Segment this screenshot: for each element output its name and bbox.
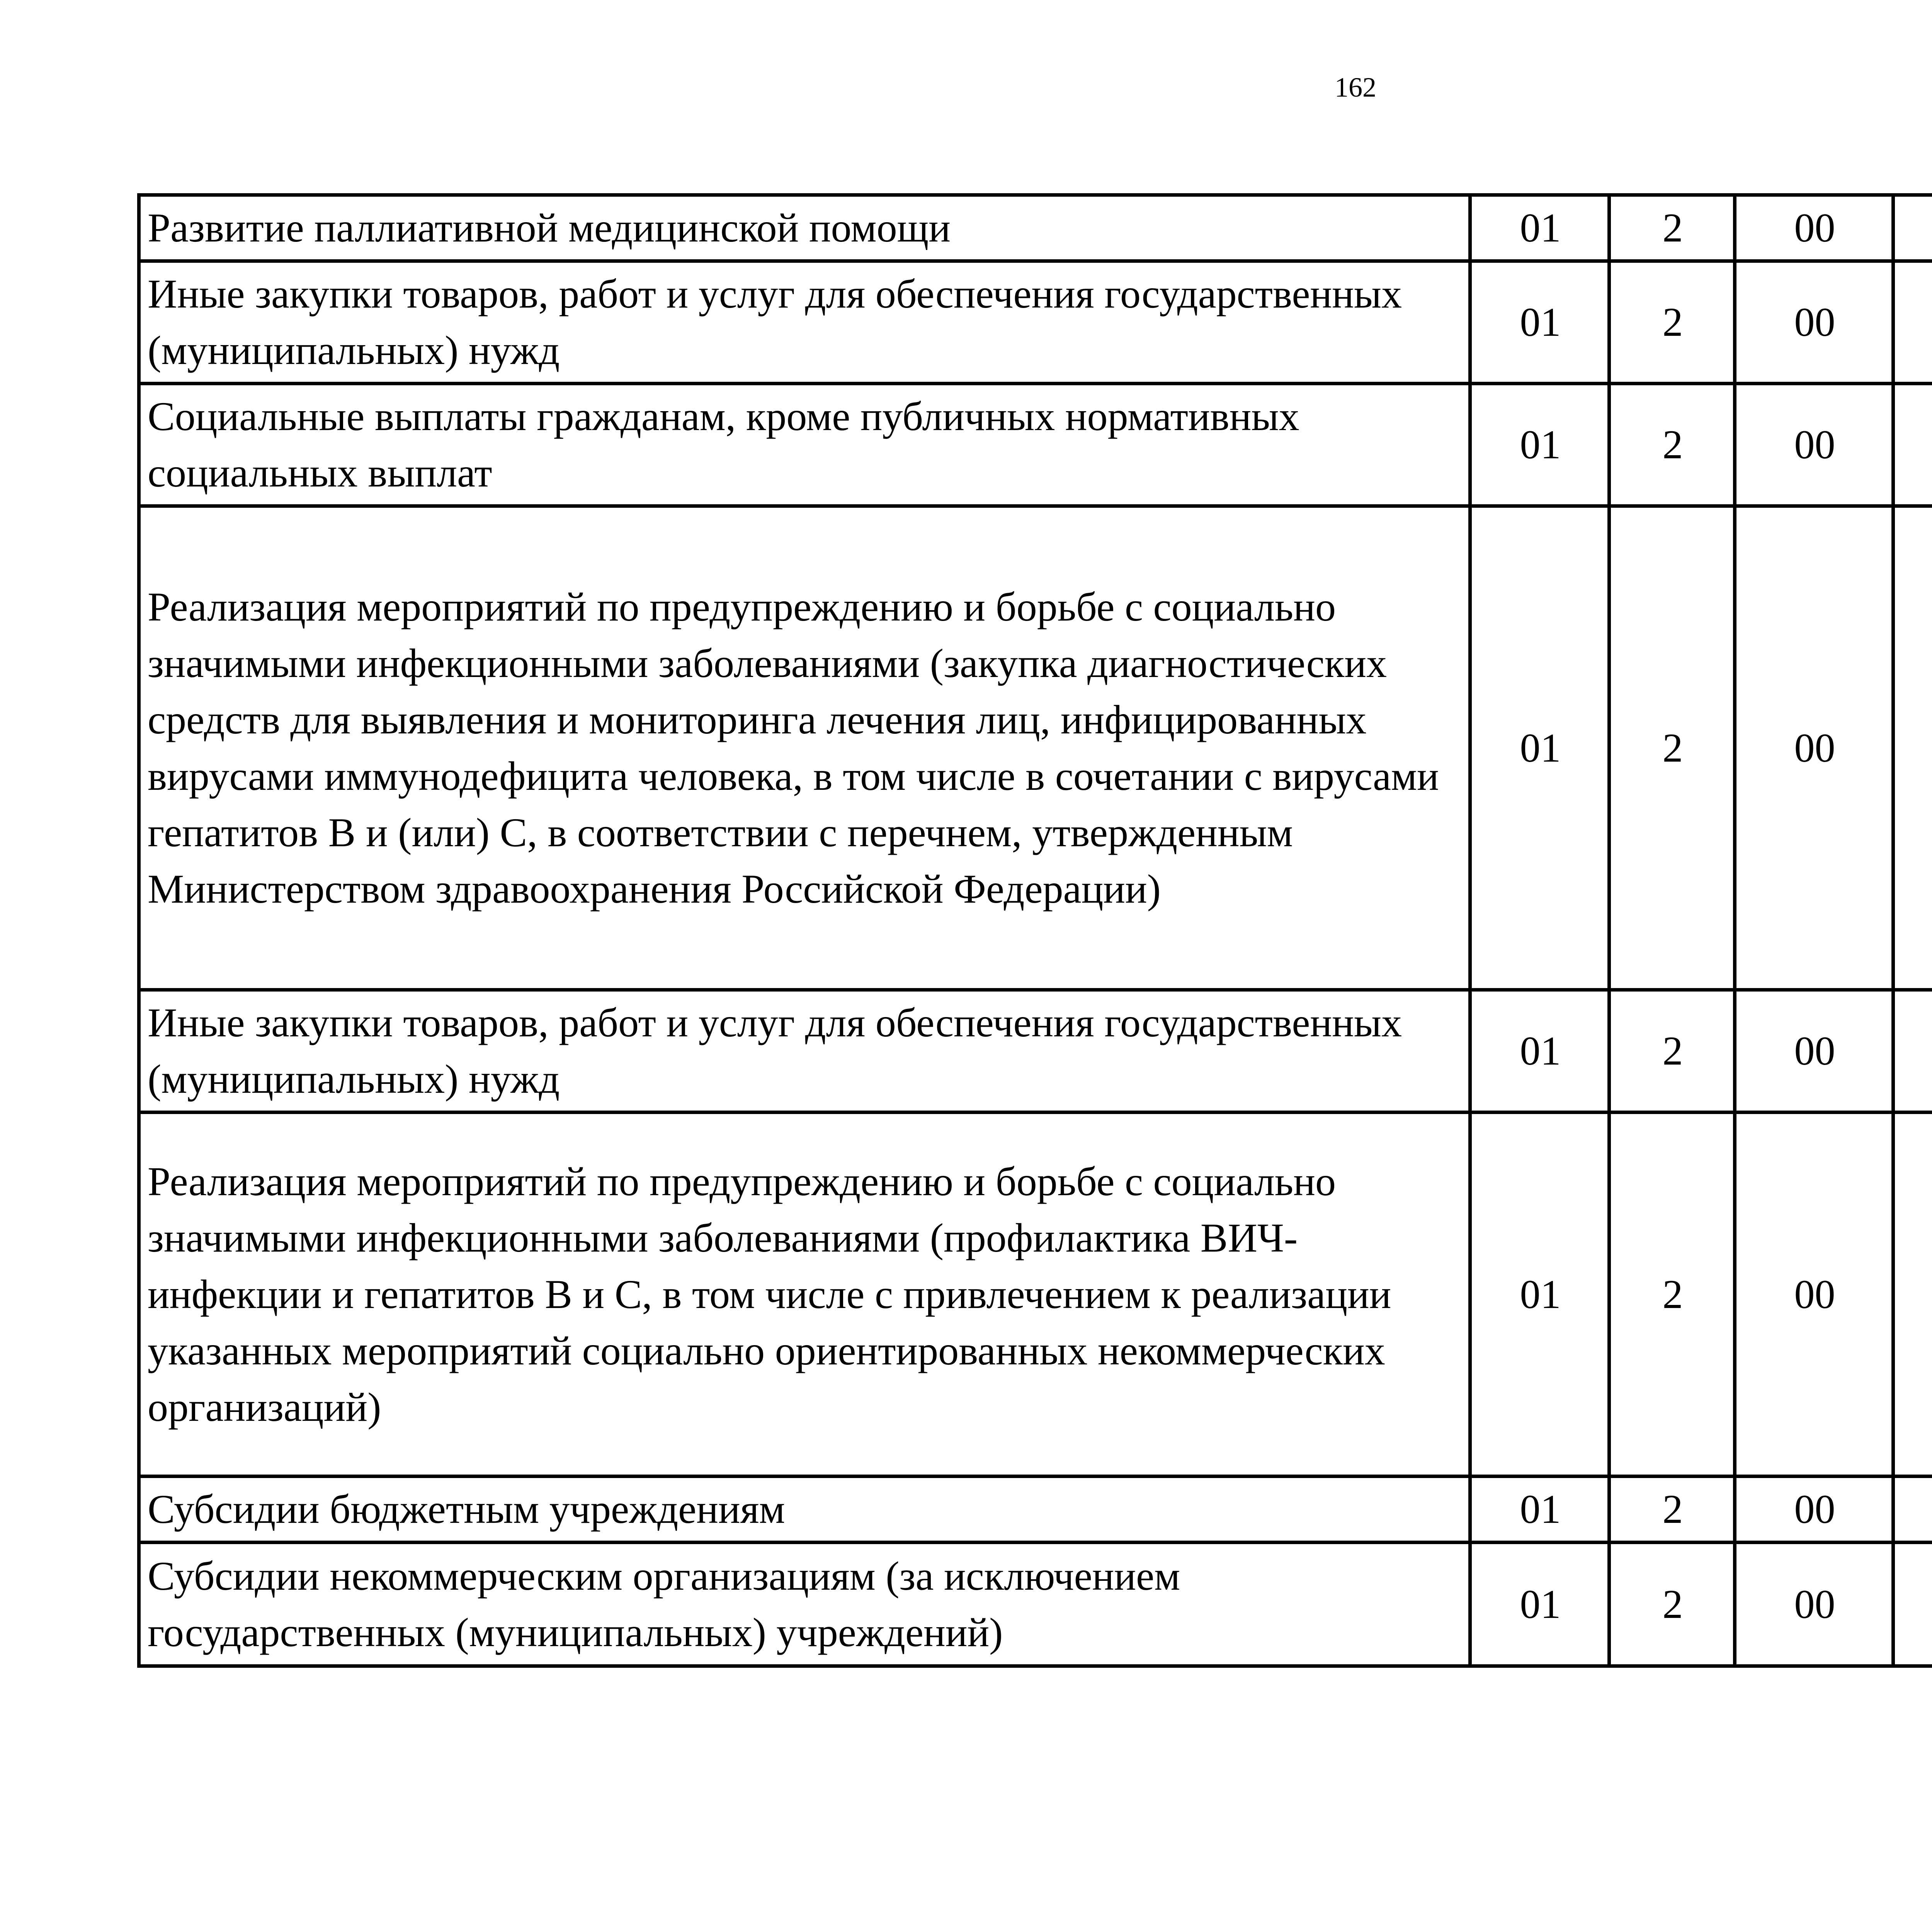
subprogram-code: 2 <box>1609 261 1735 384</box>
subprogram-code: 2 <box>1609 1476 1735 1543</box>
expense-name: Иные закупки товаров, работ и услуг для обеспечения государственных (муниципальных) нужд <box>139 261 1470 384</box>
main-event-code: 00 <box>1735 261 1893 384</box>
program-code: 01 <box>1470 195 1609 261</box>
main-event-code: 00 <box>1735 990 1893 1112</box>
subprogram-code: 2 <box>1609 990 1735 1112</box>
expense-name: Субсидии некоммерческим организациям (за исключением государственных (муниципальных) учреждений) <box>139 1543 1470 1666</box>
table-row <box>139 1476 1932 1543</box>
direction-code <box>1893 195 1932 261</box>
table-row <box>139 1112 1932 1476</box>
expense-name: Развитие паллиативной медицинской помощи <box>139 195 1470 261</box>
subprogram-code: 2 <box>1609 1543 1735 1666</box>
table-row <box>139 195 1932 261</box>
expense-name: Иные закупки товаров, работ и услуг для обеспечения государственных (муниципальных) нужд <box>139 990 1470 1112</box>
direction-code <box>1893 1112 1932 1476</box>
program-code: 01 <box>1470 1112 1609 1476</box>
table-row <box>139 1543 1932 1666</box>
expense-name: Субсидии бюджетным учреждениям <box>139 1476 1470 1543</box>
expense-name: Реализация мероприятий по предупреждению и борьбе с социально значимыми инфекционными заболеваниями (закупка диагностических средств для выявления и мониторинга лечения лиц, инфицированных вирусами иммунодефицита человека, в том числе в сочетании с вирусами гепатитов B и (или) C, в соответствии с перечнем, утвержденным Министерством здравоохранения Российской Федерации) <box>139 506 1470 990</box>
subprogram-code: 2 <box>1609 1112 1735 1476</box>
table-row <box>139 990 1932 1112</box>
table-row <box>139 506 1932 990</box>
program-code: 01 <box>1470 1543 1609 1666</box>
main-event-code: 00 <box>1735 1543 1893 1666</box>
expense-name: Реализация мероприятий по предупреждению и борьбе с социально значимыми инфекционными заболеваниями (профилактика ВИЧ-инфекции и гепатитов B и C, в том числе с привлечением к реализации указанных мероприятий социально ориентированных некоммерческих организаций) <box>139 1112 1470 1476</box>
subprogram-code: 2 <box>1609 506 1735 990</box>
direction-code <box>1893 506 1932 990</box>
direction-code <box>1893 1476 1932 1543</box>
direction-code <box>1893 261 1932 384</box>
table-row <box>139 384 1932 506</box>
direction-code <box>1893 990 1932 1112</box>
table-row <box>139 261 1932 384</box>
program-code: 01 <box>1470 990 1609 1112</box>
main-event-code: 00 <box>1735 1476 1893 1543</box>
main-event-code: 00 <box>1735 1112 1893 1476</box>
program-code: 01 <box>1470 384 1609 506</box>
subprogram-code: 2 <box>1609 384 1735 506</box>
main-event-code: 00 <box>1735 506 1893 990</box>
main-event-code: 00 <box>1735 195 1893 261</box>
program-code: 01 <box>1470 1476 1609 1543</box>
expense-name: Социальные выплаты гражданам, кроме публичных нормативных социальных выплат <box>139 384 1470 506</box>
budget-table <box>137 193 1932 1668</box>
direction-code <box>1893 384 1932 506</box>
program-code: 01 <box>1470 506 1609 990</box>
main-event-code: 00 <box>1735 384 1893 506</box>
program-code: 01 <box>1470 261 1609 384</box>
page-number: 162 <box>1335 72 1376 103</box>
subprogram-code: 2 <box>1609 195 1735 261</box>
direction-code <box>1893 1543 1932 1666</box>
